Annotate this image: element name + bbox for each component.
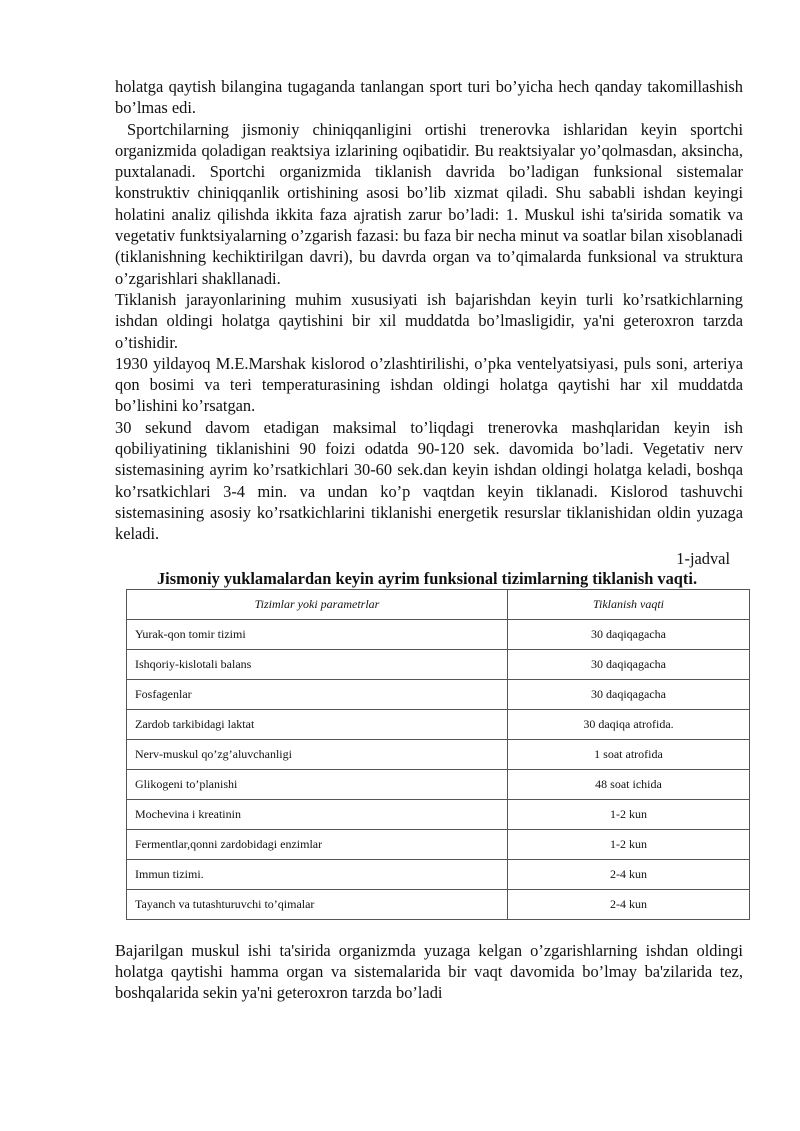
row-system: Nerv-muskul qo’zg’aluvchanligi [127,739,508,769]
paragraph-5: 30 sekund davom etadigan maksimal to’liqdagi trenerovka mashqlaridan keyin ish qobiliyatining tiklanishini 90 foizi odatda 90-120 sek. davomida bo’ladi. Vegetativ nerv sistemasining ayrim ko’rsatkichlari 30-60 sek.dan keyin ishdan oldingi holatga keladi, boshqa ko’rsatkichlari 3-4 min. va undan ko’p vaqtdan keyin tiklanadi. Kislorod tashuvchi sistemasining asosiy ko’rsatkichlarini tiklanishi energetik resurslar tiklanishidan oldin yuzaga keladi. [115,417,743,544]
row-system: Yurak-qon tomir tizimi [127,619,508,649]
row-time: 48 soat ichida [508,769,750,799]
row-time: 30 daqiqagacha [508,649,750,679]
table-row [127,829,750,859]
row-system: Fosfagenlar [127,679,508,709]
row-system: Mochevina i kreatinin [127,799,508,829]
table-row [127,619,750,649]
row-time: 1-2 kun [508,829,750,859]
row-time: 1-2 kun [508,799,750,829]
table-number-label: 1-jadval [676,548,730,568]
recovery-time-table [126,589,750,920]
table-row [127,709,750,739]
table-row [127,739,750,769]
header-recovery-time: Tiklanish vaqti [508,589,750,619]
table-row [127,679,750,709]
row-system: Zardob tarkibidagi laktat [127,709,508,739]
table-header-row [127,589,750,619]
row-system: Glikogeni to’planishi [127,769,508,799]
table-title: Jismoniy yuklamalardan keyin ayrim funksional tizimlarning tiklanish vaqti. [156,568,698,588]
row-system: Ishqoriy-kislotali balans [127,649,508,679]
paragraph-1: holatga qaytish bilangina tugaganda tanlangan sport turi bo’yicha hech qanday takomillashish bo’lmas edi. [115,77,743,118]
row-time: 2-4 kun [508,859,750,889]
row-time: 30 daqiqagacha [508,679,750,709]
paragraph-3: Tiklanish jarayonlarining muhim xususiyati ish bajarishdan keyin turli ko’rsatkichlarning ishdan oldingi holatga qaytishini bir xil muddatda bo’lmasligidir, ya'ni geteroxron tarzda o’tishidir. [115,289,743,352]
paragraph-2: Sportchilarning jismoniy chiniqqanligini ortishi trenerovka ishlaridan keyin sportchi organizmida qoladigan reaktsiya izlarining oqibatidir. Bu reaktsiyalar yo’qolmasdan, aksincha, puxtalanadi. Sportchi organizmida tiklanish davrida bo’ladigan funksional sistemalar konstruktiv chiniqqanlik ortishining asosi bo’lib xizmat qiladi. Shu sababli ishdan keyingi holatini analiz qilishda ikkita faza ajratish zarur bo’ladi: 1. Muskul ishi ta'sirida somatik va vegetativ funktsiyalarning o’zgarish fazasi: bu faza bir necha minut va soatlar bilan xisoblanadi (tiklanishning kechiktirilgan davri), bu davrda organ va to’qimalarda funksional va struktura o’zgarishlari shakllanadi. [115,119,743,288]
row-system: Tayanch va tutashturuvchi to’qimalar [127,889,508,919]
table-row [127,889,750,919]
document-page [115,76,743,1003]
table-row [127,769,750,799]
table-row [127,859,750,889]
header-systems: Tizimlar yoki parametrlar [127,589,508,619]
row-time: 1 soat atrofida [508,739,750,769]
row-time: 30 daqiqa atrofida. [508,709,750,739]
row-time: 2-4 kun [508,889,750,919]
row-time: 30 daqiqagacha [508,619,750,649]
paragraph-4: 1930 yildayoq M.E.Marshak kislorod o’zlashtirilishi, o’pka ventelyatsiyasi, puls soni, arteriya qon bosimi va teri temperaturasining ishdan oldingi holatga qaytishi har xil muddatda bo’lishini ko’rsatgan. [115,353,743,416]
paragraph-after-table: Bajarilgan muskul ishi ta'sirida organizmda yuzaga kelgan o’zgarishlarning ishdan oldingi holatga qaytishi hamma organ va sistemalarida bir vaqt davomida bo’lmay ba'zilarida tez, boshqalarida sekin ya'ni geteroxron tarzda bo’ladi [115,940,743,1003]
table-row [127,649,750,679]
row-system: Fermentlar,qonni zardobidagi enzimlar [127,829,508,859]
row-system: Immun tizimi. [127,859,508,889]
table-row [127,799,750,829]
